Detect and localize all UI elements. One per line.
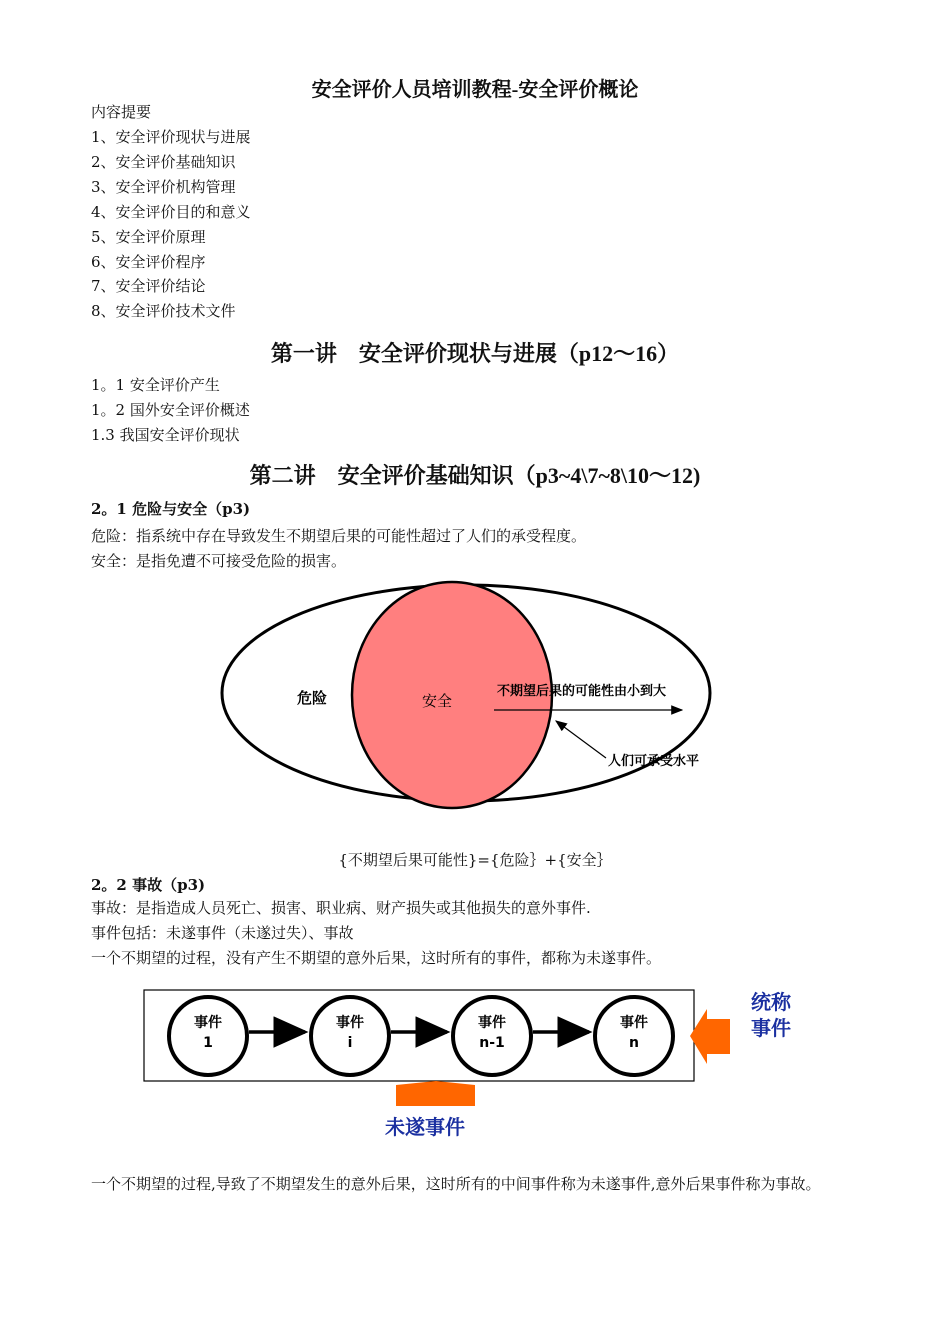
event-label: 事件 (478, 1015, 506, 1031)
event-index: n-1 (479, 1035, 505, 1051)
toc-item: 4、安全评价目的和意义 (91, 203, 251, 221)
near-miss-label: 未遂事件 (385, 1115, 465, 1139)
lecture1-heading: 第一讲 安全评价现状与进展（p12～16） (270, 341, 680, 366)
section-2-1-heading: 2。1 危险与安全（p3) (91, 500, 251, 518)
event-label: 事件 (336, 1015, 364, 1031)
toc-heading: 内容提要 (91, 103, 152, 121)
near-miss-arrow-icon (396, 1081, 475, 1106)
danger-definition: 危险：指系统中存在导致发生不期望后果的可能性超过了人们的承受程度。 (91, 527, 587, 545)
all-events-label: 统称 (751, 990, 791, 1014)
event-index: n (629, 1035, 639, 1051)
lecture1-item: 1。2 国外安全评价概述 (91, 401, 250, 419)
safety-label: 安全 (422, 692, 453, 710)
event-index: i (347, 1035, 353, 1051)
toc-item: 6、安全评价程序 (91, 253, 206, 271)
toc-item: 8、安全评价技术文件 (91, 302, 236, 320)
event-label: 事件 (620, 1015, 648, 1031)
lecture1-item: 1.3 我国安全评价现状 (91, 426, 240, 444)
arrow-label: 不期望后果的可能性由小到大 (497, 684, 667, 699)
event-label: 事件 (194, 1015, 222, 1031)
pointer-label: 人们可承受水平 (608, 754, 700, 769)
event-chain-diagram (0, 975, 950, 1150)
event-index: 1 (203, 1035, 213, 1051)
lecture1-item: 1。1 安全评价产生 (91, 376, 220, 394)
danger-label: 危险 (297, 689, 328, 707)
toc-item: 2、安全评价基础知识 (91, 153, 236, 171)
formula: {不期望后果可能性}={危险｝+{安全｝ (338, 851, 612, 869)
toc-item: 7、安全评价结论 (91, 277, 206, 295)
all-events-arrow-icon (690, 1009, 730, 1064)
event-include: 事件包括：未遂事件（未遂过失）、事故 (91, 924, 354, 942)
toc-item: 5、安全评价原理 (91, 228, 206, 246)
document-title: 安全评价人员培训教程-安全评价概论 (311, 79, 639, 101)
danger-safety-diagram (0, 575, 950, 820)
toc-item: 1、安全评价现状与进展 (91, 128, 251, 146)
accident-definition: 事故：是指造成人员死亡、损害、职业病、财产损失或其他损失的意外事件. (91, 899, 591, 917)
all-events-label: 事件 (751, 1016, 791, 1040)
safety-definition: 安全：是指免遭不可接受危险的损害。 (91, 552, 347, 570)
near-miss-paragraph: 一个不期望的过程，没有产生不期望的意外后果，这时所有的事件，都称为未遂事件。 (91, 949, 662, 967)
toc-item: 3、安全评价机构管理 (91, 178, 236, 196)
lecture2-heading: 第二讲 安全评价基础知识（p3~4\7~8\10～12) (249, 463, 701, 488)
accident-paragraph: 一个不期望的过程,导致了不期望发生的意外后果，这时所有的中间事件称为未遂事件,意外后果事件称为事故。 (91, 1175, 821, 1193)
section-2-2-heading: 2。2 事故（p3) (91, 876, 206, 894)
